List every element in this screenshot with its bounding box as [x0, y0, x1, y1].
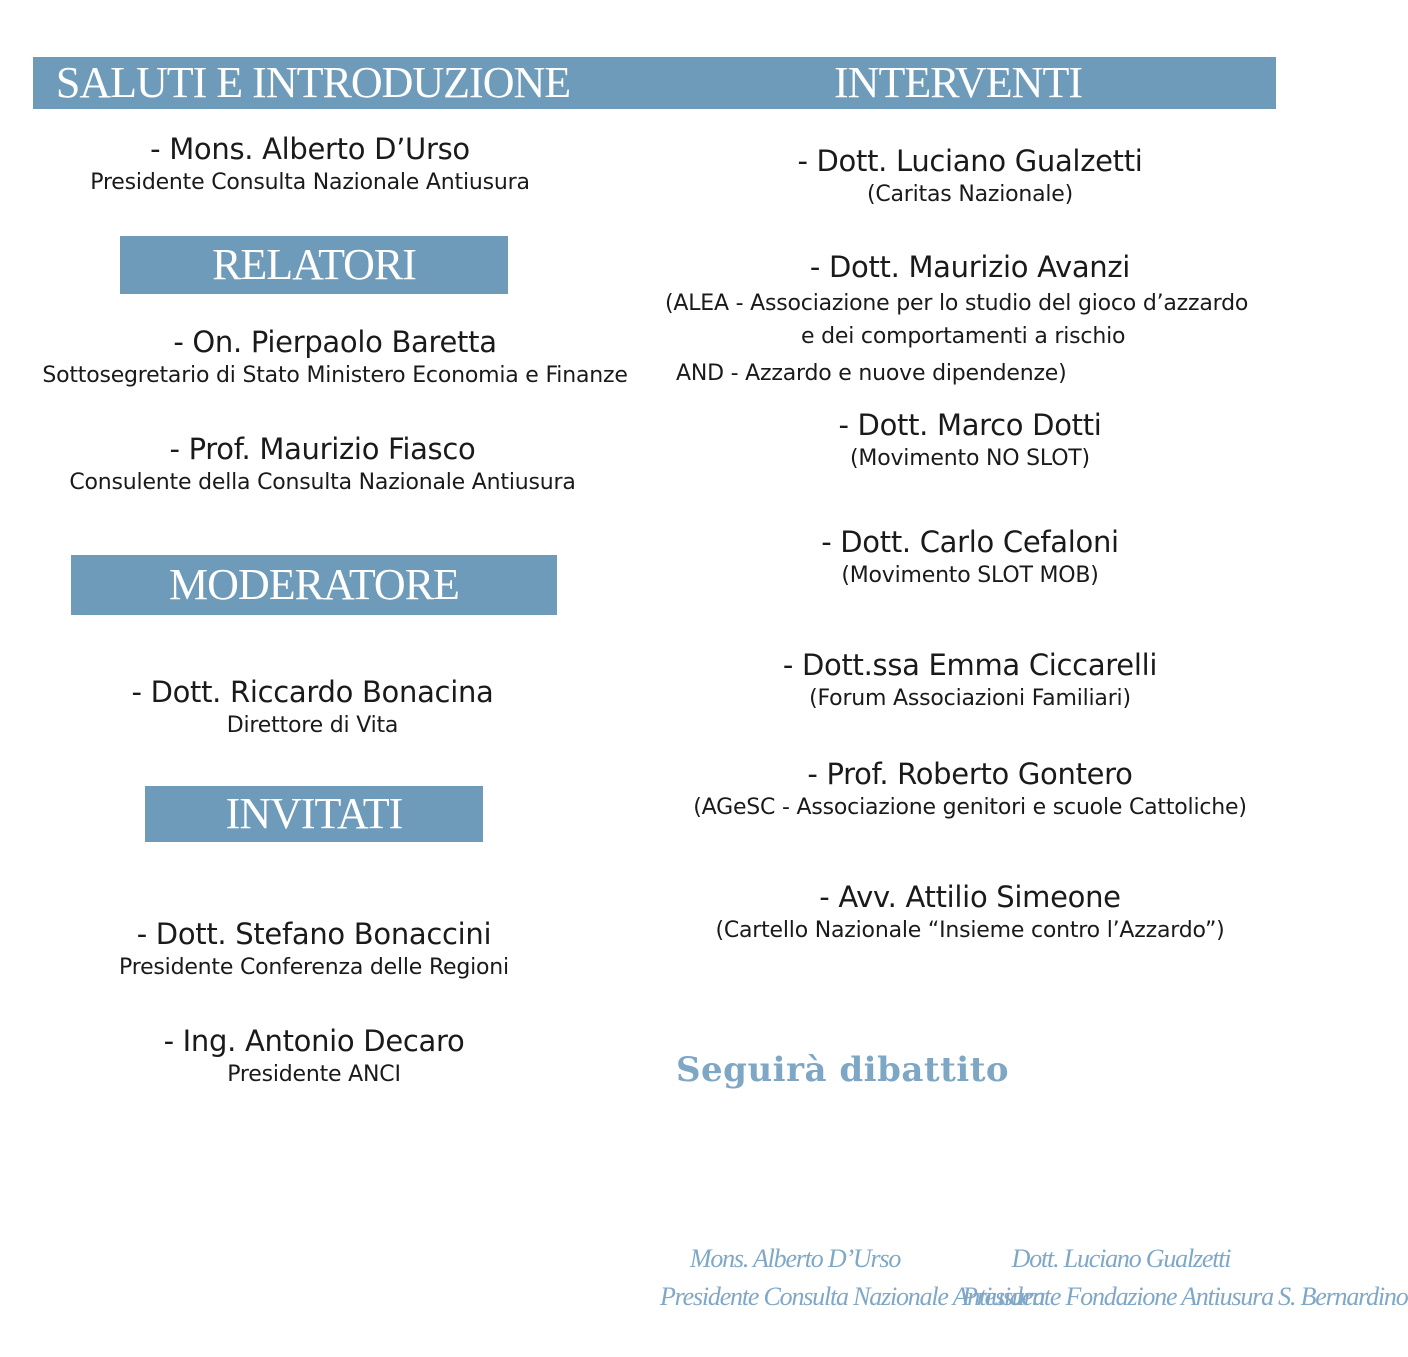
signature-gualzetti — [962, 1240, 1408, 1316]
person-name: - Prof. Maurizio Fiasco — [169, 432, 476, 466]
person-role: Direttore di Vita — [226, 713, 399, 738]
invitato-entry — [20, 1023, 608, 1091]
follow-up-note: Seguirà dibattito — [676, 1050, 1010, 1090]
person-name: - On. Pierpaolo Baretta — [173, 325, 497, 359]
section-title-moderatore: MODERATORE — [169, 560, 459, 609]
person-role: Presidente Consulta Nazionale Antiusura — [90, 170, 530, 195]
intervento-entry — [660, 407, 1280, 475]
intervento-entry — [660, 249, 1280, 285]
section-title-interventi: INTERVENTI — [834, 58, 1082, 107]
person-name: - Prof. Roberto Gontero — [807, 757, 1133, 791]
intervento-entry — [660, 879, 1280, 947]
person-name: - Dott. Carlo Cefaloni — [821, 525, 1119, 559]
person-role: Consulente della Consulta Nazionale Antiusura — [69, 470, 576, 495]
signature-name: Dott. Luciano Gualzetti — [1011, 1244, 1231, 1273]
person-name: - Dott. Stefano Bonaccini — [136, 917, 492, 951]
intervento-entry — [660, 756, 1280, 824]
section-title-relatori: RELATORI — [212, 240, 416, 289]
person-name: - Dott. Maurizio Avanzi — [809, 250, 1131, 284]
person-name: - Ing. Antonio Decaro — [163, 1024, 465, 1058]
person-name: - Dott.ssa Emma Ciccarelli — [782, 648, 1158, 682]
signature-name: Mons. Alberto D’Urso — [689, 1244, 901, 1273]
person-role: Presidente Conferenza delle Regioni — [119, 955, 509, 980]
moderatore-entry — [20, 674, 605, 742]
header-band — [33, 57, 1276, 109]
person-role: (Movimento NO SLOT) — [850, 446, 1090, 471]
person-role: Sottosegretario di Stato Ministero Economia e Finanze — [42, 363, 628, 388]
signature-title: Presidente Fondazione Antiusura S. Bernardino — [962, 1282, 1408, 1311]
section-title-saluti: SALUTI E INTRODUZIONE — [55, 58, 571, 107]
signature-title: Presidente Consulta Nazionale Antiusura — [660, 1282, 1045, 1311]
section-title-invitati: INVITATI — [225, 789, 403, 838]
invitato-entry — [20, 916, 608, 984]
person-role: (AGeSC - Associazione genitori e scuole Cattoliche) — [693, 795, 1247, 820]
intervento-entry — [660, 143, 1280, 211]
person-name: - Dott. Marco Dotti — [838, 408, 1102, 442]
person-name: - Dott. Luciano Gualzetti — [797, 144, 1143, 178]
saluti-entry — [20, 131, 600, 199]
person-role-line: AND - Azzardo e nuove dipendenze) — [676, 361, 1067, 386]
intervento-entry — [660, 647, 1280, 715]
relatore-entry — [20, 324, 650, 392]
section-band-invitati — [145, 786, 483, 842]
person-role: Presidente ANCI — [227, 1062, 401, 1087]
person-role-line: e dei comportamenti a rischio — [801, 324, 1126, 349]
person-name: - Mons. Alberto D’Urso — [150, 132, 470, 166]
person-role: (Caritas Nazionale) — [866, 182, 1074, 207]
person-role-line: (ALEA - Associazione per lo studio del gioco d’azzardo — [665, 291, 1249, 316]
person-name: - Dott. Riccardo Bonacina — [131, 675, 494, 709]
relatore-entry — [20, 431, 625, 499]
signature-durso — [660, 1240, 1045, 1316]
person-role: (Cartello Nazionale “Insieme contro l’Azzardo”) — [715, 918, 1225, 943]
person-name: - Avv. Attilio Simeone — [819, 880, 1121, 914]
person-role: (Forum Associazioni Familiari) — [809, 686, 1131, 711]
section-band-relatori — [120, 236, 508, 294]
person-role: (Movimento SLOT MOB) — [841, 563, 1099, 588]
intervento-entry — [660, 524, 1280, 592]
section-band-moderatore — [71, 555, 557, 615]
